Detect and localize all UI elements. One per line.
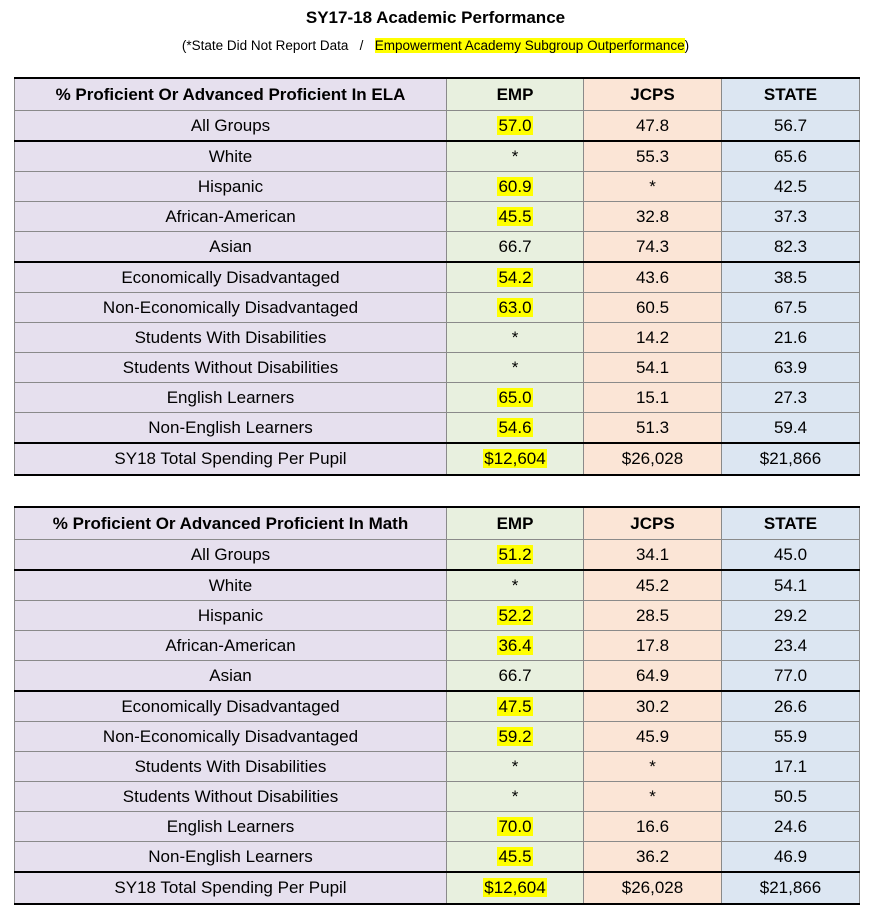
row-label: All Groups — [190, 544, 271, 564]
emp-value: * — [511, 327, 519, 347]
emp-value-cell — [447, 691, 584, 722]
row-label: Students Without Disabilities — [122, 357, 339, 377]
emp-value: * — [511, 146, 519, 166]
row-label-cell — [15, 262, 447, 293]
state-value-cell — [722, 111, 860, 142]
state-value: 59.4 — [773, 417, 808, 437]
emp-value: 70.0 — [498, 816, 532, 836]
state-value: 65.6 — [773, 146, 808, 166]
row-label: Students With Disabilities — [134, 756, 327, 776]
row-label: Non-Economically Disadvantaged — [102, 726, 359, 746]
row-label-cell — [15, 353, 447, 383]
state-value-cell — [722, 353, 860, 383]
state-value: 17.1 — [773, 756, 808, 776]
table-row — [15, 443, 860, 475]
table-row — [15, 353, 860, 383]
state-value-cell — [722, 262, 860, 293]
table-row — [15, 202, 860, 232]
table-row — [15, 722, 860, 752]
emp-value-cell — [447, 353, 584, 383]
jcps-value: 16.6 — [635, 816, 670, 836]
header-jcps: JCPS — [584, 507, 722, 540]
row-label: Economically Disadvantaged — [121, 696, 340, 716]
state-value: 38.5 — [773, 267, 808, 287]
state-value: 21.6 — [773, 327, 808, 347]
emp-value: $12,604 — [484, 449, 546, 468]
emp-value-cell — [447, 141, 584, 172]
jcps-value-cell — [584, 323, 722, 353]
jcps-value: 55.3 — [635, 146, 670, 166]
row-label-cell — [15, 842, 447, 873]
subtitle-highlight-legend: Empowerment Academy Subgroup Outperformance — [374, 38, 685, 53]
jcps-value-cell — [584, 872, 722, 904]
table-row — [15, 293, 860, 323]
row-label: Hispanic — [197, 176, 264, 196]
jcps-value-cell — [584, 722, 722, 752]
table-row — [15, 323, 860, 353]
subtitle-close: ) — [684, 38, 690, 53]
header-jcps: JCPS — [584, 78, 722, 111]
table-row — [15, 752, 860, 782]
emp-value: 36.4 — [498, 635, 532, 655]
state-value: 42.5 — [773, 176, 808, 196]
jcps-value-cell — [584, 691, 722, 722]
row-label: African-American — [165, 635, 296, 655]
state-value: 55.9 — [773, 726, 808, 746]
row-label: White — [208, 146, 253, 166]
row-label-cell — [15, 413, 447, 444]
row-label-cell — [15, 812, 447, 842]
state-value: 77.0 — [773, 665, 808, 685]
state-value-cell — [722, 570, 860, 601]
emp-value: 51.2 — [498, 544, 532, 564]
jcps-value-cell — [584, 842, 722, 873]
jcps-value: 32.8 — [635, 206, 670, 226]
jcps-value: 30.2 — [635, 696, 670, 716]
emp-value-cell — [447, 842, 584, 873]
table-row — [15, 601, 860, 631]
jcps-value: $26,028 — [621, 878, 684, 897]
state-value-cell — [722, 293, 860, 323]
row-label-cell — [15, 111, 447, 142]
table-row — [15, 691, 860, 722]
emp-value: 66.7 — [498, 236, 532, 256]
state-value: 27.3 — [773, 387, 808, 407]
jcps-value: 34.1 — [635, 544, 670, 564]
jcps-value-cell — [584, 262, 722, 293]
state-value-cell — [722, 842, 860, 873]
emp-value: 54.6 — [498, 417, 532, 437]
emp-value: 66.7 — [498, 665, 532, 685]
state-value: 50.5 — [773, 786, 808, 806]
state-value: 26.6 — [773, 696, 808, 716]
row-label-cell — [15, 141, 447, 172]
table-row — [15, 631, 860, 661]
jcps-value: * — [649, 176, 656, 196]
row-label: Students Without Disabilities — [122, 786, 339, 806]
jcps-value: 36.2 — [635, 846, 670, 866]
emp-value: * — [511, 786, 519, 806]
table-row — [15, 872, 860, 904]
table-header-row — [15, 507, 860, 540]
jcps-value: 47.8 — [635, 115, 670, 135]
state-value-cell — [722, 383, 860, 413]
jcps-value: 64.9 — [635, 665, 670, 685]
emp-value: 65.0 — [498, 387, 532, 407]
row-label-cell — [15, 752, 447, 782]
row-label-cell — [15, 872, 447, 904]
jcps-value-cell — [584, 752, 722, 782]
emp-value: 45.5 — [498, 206, 532, 226]
jcps-value: 51.3 — [635, 417, 670, 437]
jcps-value-cell — [584, 812, 722, 842]
row-label: Non-Economically Disadvantaged — [102, 297, 359, 317]
emp-value: 52.2 — [498, 605, 532, 625]
state-value-cell — [722, 722, 860, 752]
emp-value-cell — [447, 782, 584, 812]
emp-value: 57.0 — [498, 115, 532, 135]
state-value: 54.1 — [773, 575, 808, 595]
row-label: African-American — [165, 206, 296, 226]
row-label-cell — [15, 691, 447, 722]
jcps-value-cell — [584, 570, 722, 601]
state-value-cell — [722, 601, 860, 631]
state-value-cell — [722, 141, 860, 172]
emp-value: 45.5 — [498, 846, 532, 866]
row-label-cell — [15, 782, 447, 812]
emp-value-cell — [447, 323, 584, 353]
emp-value-cell — [447, 293, 584, 323]
jcps-value-cell — [584, 111, 722, 142]
jcps-value: * — [649, 756, 656, 776]
jcps-value-cell — [584, 782, 722, 812]
emp-value-cell — [447, 570, 584, 601]
state-value-cell — [722, 872, 860, 904]
jcps-value-cell — [584, 413, 722, 444]
row-label-cell — [15, 443, 447, 475]
table-row — [15, 782, 860, 812]
table-row — [15, 262, 860, 293]
jcps-value-cell — [584, 383, 722, 413]
emp-value: $12,604 — [484, 878, 546, 897]
jcps-value-cell — [584, 601, 722, 631]
table-row — [15, 413, 860, 444]
state-value: 45.0 — [773, 544, 808, 564]
table-row — [15, 172, 860, 202]
table-row — [15, 383, 860, 413]
jcps-value: 14.2 — [635, 327, 670, 347]
state-value-cell — [722, 631, 860, 661]
row-label-cell — [15, 540, 447, 571]
emp-value-cell — [447, 872, 584, 904]
header-state: STATE — [722, 507, 860, 540]
table-row — [15, 232, 860, 263]
emp-value: 54.2 — [498, 267, 532, 287]
row-label: Students With Disabilities — [134, 327, 327, 347]
state-value: 23.4 — [773, 635, 808, 655]
state-value-cell — [722, 323, 860, 353]
row-label: Hispanic — [197, 605, 264, 625]
jcps-value-cell — [584, 232, 722, 263]
emp-value-cell — [447, 631, 584, 661]
row-label-cell — [15, 722, 447, 752]
table-row — [15, 141, 860, 172]
state-value: 56.7 — [773, 115, 808, 135]
jcps-value-cell — [584, 141, 722, 172]
ela-performance-table — [14, 77, 860, 476]
jcps-value-cell — [584, 293, 722, 323]
row-label-cell — [15, 323, 447, 353]
row-label: SY18 Total Spending Per Pupil — [114, 878, 347, 897]
state-value-cell — [722, 172, 860, 202]
row-label: Economically Disadvantaged — [121, 267, 340, 287]
emp-value-cell — [447, 661, 584, 692]
emp-value-cell — [447, 413, 584, 444]
state-value: 24.6 — [773, 816, 808, 836]
state-value: 29.2 — [773, 605, 808, 625]
row-label-cell — [15, 202, 447, 232]
state-value: 37.3 — [773, 206, 808, 226]
state-value-cell — [722, 691, 860, 722]
state-value: 46.9 — [773, 846, 808, 866]
row-label-cell — [15, 383, 447, 413]
header-emp: EMP — [447, 507, 584, 540]
emp-value-cell — [447, 752, 584, 782]
row-label: Asian — [209, 236, 252, 256]
subtitle-legend — [0, 38, 871, 53]
state-value: $21,866 — [759, 449, 822, 468]
jcps-value-cell — [584, 172, 722, 202]
jcps-value: 45.9 — [635, 726, 670, 746]
state-value: 82.3 — [773, 236, 808, 256]
row-label: Non-English Learners — [148, 417, 313, 437]
jcps-value-cell — [584, 202, 722, 232]
table-header-row — [15, 78, 860, 111]
emp-value: 60.9 — [498, 176, 532, 196]
state-value-cell — [722, 232, 860, 263]
jcps-value: 60.5 — [635, 297, 670, 317]
table-row — [15, 540, 860, 571]
emp-value: 59.2 — [498, 726, 532, 746]
math-performance-table — [14, 506, 860, 905]
header-label: % Proficient Or Advanced Proficient In Math — [15, 507, 447, 540]
emp-value-cell — [447, 722, 584, 752]
emp-value-cell — [447, 601, 584, 631]
jcps-value: $26,028 — [621, 449, 684, 468]
subtitle-note: (*State Did Not Report Data / — [181, 38, 375, 53]
row-label: White — [208, 575, 253, 595]
row-label: English Learners — [166, 816, 295, 836]
row-label: Asian — [209, 665, 252, 685]
row-label-cell — [15, 293, 447, 323]
row-label-cell — [15, 601, 447, 631]
jcps-value: * — [649, 786, 656, 806]
table-row — [15, 111, 860, 142]
jcps-value-cell — [584, 661, 722, 692]
row-label-cell — [15, 232, 447, 263]
emp-value-cell — [447, 812, 584, 842]
emp-value-cell — [447, 443, 584, 475]
emp-value-cell — [447, 383, 584, 413]
state-value-cell — [722, 752, 860, 782]
emp-value-cell — [447, 111, 584, 142]
state-value: 63.9 — [773, 357, 808, 377]
emp-value-cell — [447, 202, 584, 232]
emp-value: * — [511, 357, 519, 377]
emp-value-cell — [447, 172, 584, 202]
emp-value: 63.0 — [498, 297, 532, 317]
emp-value: * — [511, 756, 519, 776]
state-value-cell — [722, 540, 860, 571]
row-label: Non-English Learners — [148, 846, 313, 866]
row-label: SY18 Total Spending Per Pupil — [114, 449, 347, 468]
jcps-value: 17.8 — [635, 635, 670, 655]
emp-value-cell — [447, 232, 584, 263]
table-row — [15, 661, 860, 692]
state-value: 67.5 — [773, 297, 808, 317]
state-value-cell — [722, 413, 860, 444]
jcps-value: 15.1 — [635, 387, 670, 407]
jcps-value-cell — [584, 443, 722, 475]
jcps-value-cell — [584, 631, 722, 661]
emp-value: 47.5 — [498, 696, 532, 716]
emp-value: * — [511, 575, 519, 595]
state-value-cell — [722, 782, 860, 812]
row-label-cell — [15, 631, 447, 661]
table-row — [15, 812, 860, 842]
jcps-value: 45.2 — [635, 575, 670, 595]
row-label-cell — [15, 172, 447, 202]
header-state: STATE — [722, 78, 860, 111]
jcps-value: 43.6 — [635, 267, 670, 287]
header-emp: EMP — [447, 78, 584, 111]
jcps-value: 74.3 — [635, 236, 670, 256]
state-value-cell — [722, 443, 860, 475]
table-row — [15, 842, 860, 873]
row-label: All Groups — [190, 115, 271, 135]
page-title: SY17-18 Academic Performance — [305, 8, 566, 27]
row-label-cell — [15, 570, 447, 601]
emp-value-cell — [447, 262, 584, 293]
state-value-cell — [722, 661, 860, 692]
table-row — [15, 570, 860, 601]
emp-value-cell — [447, 540, 584, 571]
jcps-value: 54.1 — [635, 357, 670, 377]
row-label: English Learners — [166, 387, 295, 407]
jcps-value-cell — [584, 353, 722, 383]
row-label-cell — [15, 661, 447, 692]
jcps-value: 28.5 — [635, 605, 670, 625]
header-label: % Proficient Or Advanced Proficient In ELA — [15, 78, 447, 111]
state-value-cell — [722, 812, 860, 842]
jcps-value-cell — [584, 540, 722, 571]
state-value: $21,866 — [759, 878, 822, 897]
state-value-cell — [722, 202, 860, 232]
